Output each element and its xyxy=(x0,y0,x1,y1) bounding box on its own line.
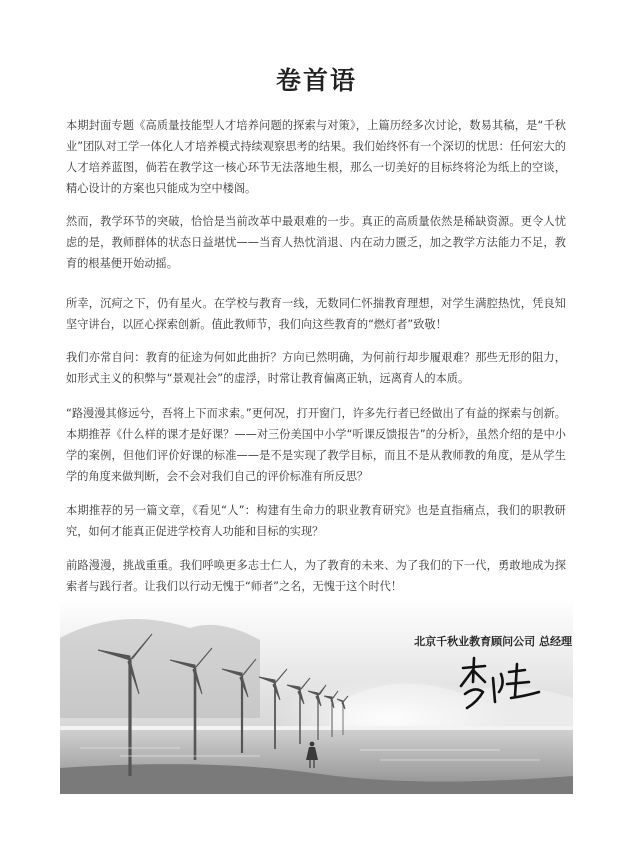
paragraph-4: 我们亦常自问：教育的征途为何如此曲折？方向已然明确，为何前行却步履艰难？那些无形的阻力，如形式主义的积弊与“景观社会”的虚浮，时常让教育偏离正轨，远离育人的本质。 xyxy=(66,351,566,385)
paragraph-3: 所幸，沉疴之下，仍有星火。在学校与教育一线，无数同仁怀揣教育理想，对学生满腔热忱，凭良知坚守讲台，以匠心探索创新。值此教师节，我们向这些教育的“燃灯者”致敬！ xyxy=(66,297,566,331)
paragraph-7: 前路漫漫，挑战重重。我们呼唤更多志士仁人，为了教育的未来、为了我们的下一代，勇敢地成为探索者与践行者。让我们以行动无愧于“师者”之名，无愧于这个时代！ xyxy=(66,559,566,593)
paragraph-2: 然而，教学环节的突破，恰恰是当前改革中最艰难的一步。真正的高质量依然是稀缺资源。更令人忧虑的是，教师群体的状态日益堪忧——当育人热忱消退、内在动力匮乏，加之教学方法能力不足，教育的根基便开始动摇。 xyxy=(66,215,566,270)
paragraph-6: 本期推荐的另一篇文章，《看见“人”：构建有生命力的职业教育研究》也是直指痛点，我们的职教研究，如何才能真正促进学校育人功能和目标的实现？ xyxy=(66,504,566,538)
paragraph-5: “路漫漫其修远兮，吾将上下而求索。”更何况，打开窗门，许多先行者已经做出了有益的探索与创新。本期推荐《什么样的课才是好课？——对三份美国中小学“听课反馈报告”的分析》，虽然介绍的是中小学的案例，但他们评价好课的标准——是不是实现了教学目标，而且不是从教师教的角度，是从学生学的角度来做判断，会不会对我们自己的评价标准有所反思？ xyxy=(66,407,566,483)
page-title: 卷首语 xyxy=(275,65,357,95)
handwritten-signature xyxy=(455,656,545,712)
paragraph-1: 本期封面专题《高质量技能型人才培养问题的探索与对策》，上篇历经多次讨论，数易其稿，是“千秋业”团队对工学一体化人才培养模式持续观察思考的结果。我们始终怀有一个深切的忧思：任何宏大的人才培养蓝图，倘若在教学这一核心环节无法落地生根，那么一切美好的目标终将沦为纸上的空谈，精心设计的方案也只能成为空中楼阁。 xyxy=(66,119,566,195)
cloud-left xyxy=(60,619,260,718)
company-signoff: 北京千秋业教育顾问公司 总经理 xyxy=(414,635,572,648)
